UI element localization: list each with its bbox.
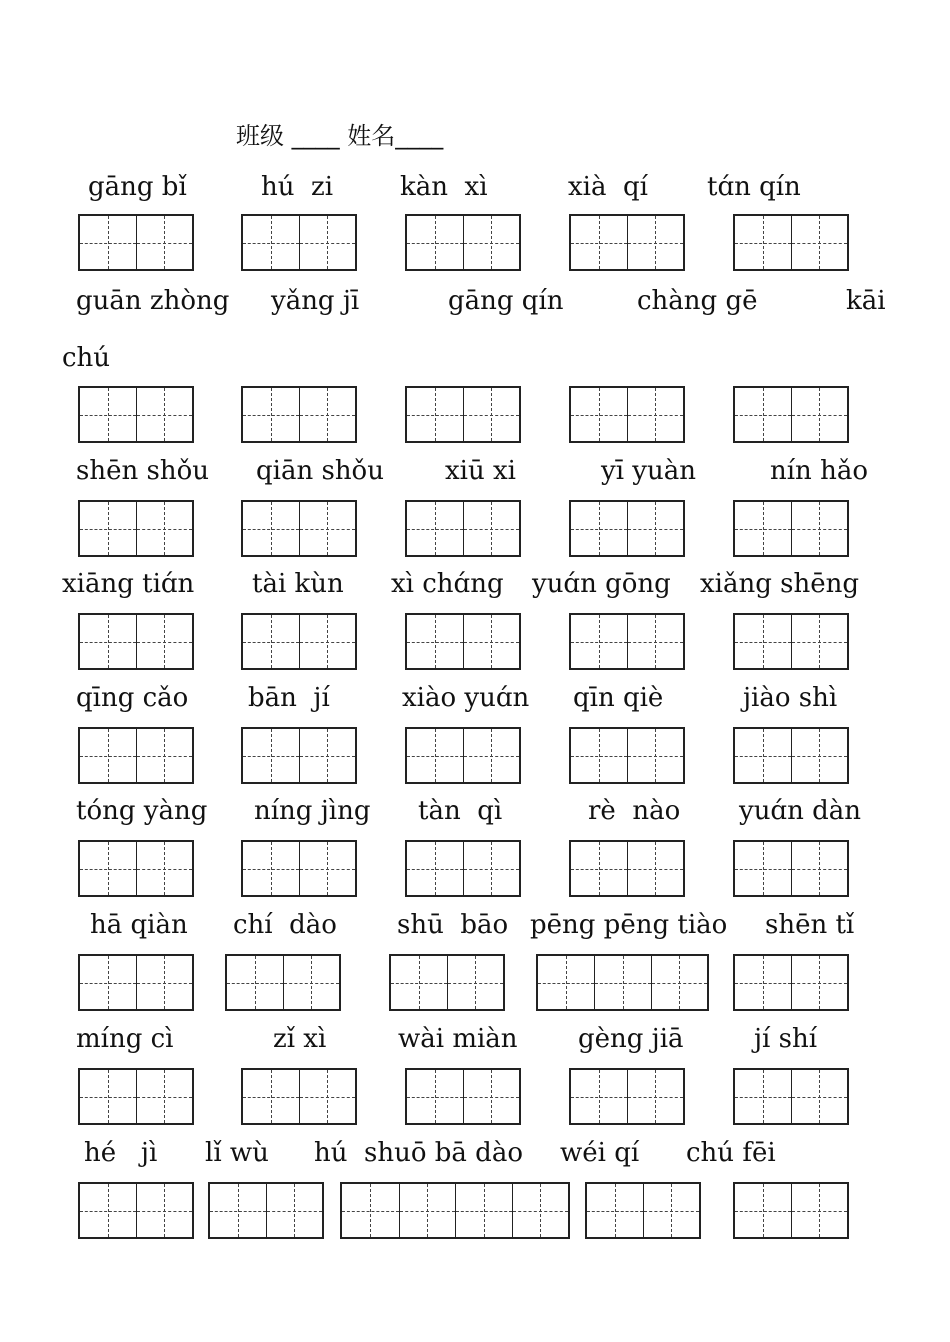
writing-grid[interactable]	[536, 954, 709, 1011]
pinyin-label: xiào yuɑ́n	[402, 683, 530, 713]
writing-grid[interactable]	[569, 840, 685, 897]
pinyin-label: níng jìng	[254, 796, 371, 826]
writing-grid[interactable]	[241, 214, 357, 271]
grid-cell[interactable]	[299, 842, 355, 895]
worksheet: 班级 ____ 姓名____ gāng bǐ hú zi kàn xì xià qí tɑ́n qín guān zhòng yǎng jī gāng qín chàng gē kāi chú shēn shǒu qiān shǒu xiū xi yī yuàn nín hǎo xiāng tiɑ́n tài kùn xì chɑ́ng yuɑ́n gōng xiǎng shēng qīng cǎo bān jí xiào yuɑ́n qīn qiè jiào shì tóng yàng níng jìng tàn qì rè nào yuɑ́n dàn hā qiàn chí dào shū bāo pēng pēng tiào shēn tǐ míng cì zǐ xì wài miàn gèng jiā jí shí hé jì lǐ wù hú shuō bā dào wéi qí chú fēi	[0, 0, 950, 1342]
writing-grid[interactable]	[569, 727, 685, 784]
pinyin-label: jiào shì	[743, 683, 838, 713]
grid-cell[interactable]	[735, 1070, 791, 1123]
grid-cell[interactable]	[136, 615, 192, 668]
grid-cell[interactable]	[627, 842, 683, 895]
writing-grid[interactable]	[733, 1182, 849, 1239]
writing-grid[interactable]	[733, 840, 849, 897]
writing-grid[interactable]	[78, 214, 194, 271]
grid-cell[interactable]	[791, 1070, 847, 1123]
writing-grid[interactable]	[225, 954, 341, 1011]
pinyin-label: tài kùn	[252, 569, 344, 599]
writing-grid[interactable]	[585, 1182, 701, 1239]
pinyin-label: hú shuō bā dào	[314, 1138, 523, 1168]
grid-cell[interactable]	[243, 842, 299, 895]
writing-grid[interactable]	[78, 386, 194, 443]
grid-cell[interactable]	[407, 502, 463, 555]
writing-grid[interactable]	[733, 1068, 849, 1125]
grid-cell[interactable]	[735, 502, 791, 555]
grid-cell[interactable]	[587, 1184, 643, 1237]
pinyin-label: hé jì	[84, 1138, 158, 1168]
grid-cell[interactable]	[299, 388, 355, 441]
grid-cell[interactable]	[735, 1184, 791, 1237]
grid-cell[interactable]	[463, 842, 519, 895]
pinyin-label: yuɑ́n gōng	[532, 569, 671, 599]
pinyin-label: zǐ xì	[273, 1024, 327, 1054]
grid-cell[interactable]	[80, 388, 136, 441]
writing-grid[interactable]	[569, 500, 685, 557]
grid-cell[interactable]	[735, 615, 791, 668]
grid-cell[interactable]	[136, 1070, 192, 1123]
writing-grid[interactable]	[78, 1068, 194, 1125]
pinyin-label: xià qí	[568, 172, 648, 202]
grid-cell[interactable]	[571, 216, 627, 269]
grid-cell[interactable]	[80, 1070, 136, 1123]
writing-grid[interactable]	[241, 840, 357, 897]
writing-grid[interactable]	[78, 613, 194, 670]
grid-cell[interactable]	[791, 388, 847, 441]
pinyin-label: xì chɑ́ng	[391, 569, 504, 599]
pinyin-label: wéi qí	[560, 1138, 640, 1168]
writing-grid[interactable]	[405, 214, 521, 271]
grid-cell[interactable]	[791, 502, 847, 555]
writing-grid[interactable]	[241, 386, 357, 443]
grid-cell[interactable]	[791, 842, 847, 895]
pinyin-label: qiān shǒu	[256, 456, 384, 486]
writing-grid[interactable]	[78, 954, 194, 1011]
pinyin-label: chàng gē	[637, 286, 758, 316]
grid-cell[interactable]	[791, 615, 847, 668]
pinyin-label: gāng qín	[448, 286, 564, 316]
writing-grid[interactable]	[733, 386, 849, 443]
writing-grid[interactable]	[405, 386, 521, 443]
grid-cell[interactable]	[80, 502, 136, 555]
writing-grid[interactable]	[569, 214, 685, 271]
pinyin-label: pēng pēng tiào	[530, 910, 728, 940]
grid-cell[interactable]	[791, 1184, 847, 1237]
grid-cell[interactable]	[571, 1070, 627, 1123]
grid-cell[interactable]	[80, 729, 136, 782]
grid-cell[interactable]	[80, 615, 136, 668]
grid-cell[interactable]	[735, 956, 791, 1009]
writing-grid[interactable]	[405, 500, 521, 557]
grid-cell[interactable]	[463, 502, 519, 555]
grid-cell[interactable]	[299, 502, 355, 555]
writing-grid[interactable]	[78, 727, 194, 784]
grid-cell[interactable]	[538, 956, 594, 1009]
grid-cell[interactable]	[243, 388, 299, 441]
pinyin-label: jí shí	[754, 1024, 818, 1054]
grid-cell[interactable]	[735, 216, 791, 269]
grid-cell[interactable]	[299, 615, 355, 668]
pinyin-label: kàn xì	[400, 172, 488, 202]
pinyin-label: yuɑ́n dàn	[739, 796, 861, 826]
pinyin-label: xiū xi	[445, 456, 516, 486]
pinyin-label: chí dào	[233, 910, 337, 940]
grid-cell[interactable]	[243, 729, 299, 782]
grid-cell[interactable]	[571, 615, 627, 668]
grid-cell[interactable]	[136, 729, 192, 782]
pinyin-label: yī yuàn	[601, 456, 696, 486]
header-name-class-line: 班级 ____ 姓名____	[236, 122, 444, 150]
grid-cell[interactable]	[735, 388, 791, 441]
pinyin-label: yǎng jī	[271, 286, 360, 316]
grid-cell[interactable]	[571, 388, 627, 441]
pinyin-label: tàn qì	[418, 796, 503, 826]
grid-cell[interactable]	[627, 388, 683, 441]
grid-cell[interactable]	[463, 1070, 519, 1123]
grid-cell[interactable]	[243, 216, 299, 269]
writing-grid[interactable]	[78, 500, 194, 557]
writing-grid[interactable]	[733, 954, 849, 1011]
grid-cell[interactable]	[136, 216, 192, 269]
grid-cell[interactable]	[735, 842, 791, 895]
grid-cell[interactable]	[136, 956, 192, 1009]
grid-cell[interactable]	[391, 956, 447, 1009]
grid-cell[interactable]	[791, 956, 847, 1009]
pinyin-label: xiǎng shēng	[700, 569, 859, 599]
grid-cell[interactable]	[791, 216, 847, 269]
grid-cell[interactable]	[210, 1184, 266, 1237]
grid-cell[interactable]	[342, 1184, 399, 1237]
grid-cell[interactable]	[407, 216, 463, 269]
pinyin-label: nín hǎo	[770, 456, 868, 486]
grid-cell[interactable]	[80, 842, 136, 895]
pinyin-label: gāng bǐ	[88, 172, 187, 202]
pinyin-label: shū bāo	[397, 910, 509, 940]
writing-grid[interactable]	[78, 840, 194, 897]
grid-cell[interactable]	[399, 1184, 456, 1237]
grid-cell[interactable]	[136, 1184, 192, 1237]
writing-grid[interactable]	[405, 727, 521, 784]
grid-cell[interactable]	[80, 956, 136, 1009]
pinyin-label: wài miàn	[398, 1024, 518, 1054]
grid-cell[interactable]	[80, 1184, 136, 1237]
pinyin-label: rè nào	[588, 796, 681, 826]
writing-grid[interactable]	[389, 954, 505, 1011]
writing-grid[interactable]	[733, 613, 849, 670]
grid-cell[interactable]	[407, 1070, 463, 1123]
writing-grid[interactable]	[733, 727, 849, 784]
grid-cell[interactable]	[571, 729, 627, 782]
pinyin-label: tɑ́n qín	[707, 172, 801, 202]
grid-cell[interactable]	[243, 502, 299, 555]
writing-grid[interactable]	[241, 1068, 357, 1125]
grid-cell[interactable]	[463, 388, 519, 441]
grid-cell[interactable]	[243, 1070, 299, 1123]
grid-cell[interactable]	[791, 729, 847, 782]
writing-grid[interactable]	[733, 500, 849, 557]
pinyin-label: tóng yàng	[76, 796, 208, 826]
writing-grid[interactable]	[241, 613, 357, 670]
writing-grid[interactable]	[78, 1182, 194, 1239]
pinyin-label: shēn shǒu	[76, 456, 209, 486]
grid-cell[interactable]	[627, 729, 683, 782]
grid-cell[interactable]	[463, 729, 519, 782]
pinyin-label: bān jí	[248, 683, 330, 713]
pinyin-label: xiāng tiɑ́n	[62, 569, 195, 599]
writing-grid[interactable]	[241, 727, 357, 784]
pinyin-label: guān zhòng	[76, 286, 230, 316]
pinyin-label: qīn qiè	[573, 683, 664, 713]
grid-cell[interactable]	[80, 216, 136, 269]
grid-cell[interactable]	[299, 729, 355, 782]
grid-cell[interactable]	[136, 388, 192, 441]
grid-cell[interactable]	[571, 502, 627, 555]
writing-grid[interactable]	[569, 386, 685, 443]
grid-cell[interactable]	[407, 842, 463, 895]
pinyin-label: shēn tǐ	[765, 910, 855, 940]
grid-cell[interactable]	[227, 956, 283, 1009]
grid-cell[interactable]	[407, 388, 463, 441]
writing-grid[interactable]	[569, 1068, 685, 1125]
grid-cell[interactable]	[447, 956, 503, 1009]
pinyin-label: míng cì	[76, 1024, 174, 1054]
pinyin-label: qīng cǎo	[76, 683, 189, 713]
pinyin-label: hú zi	[261, 172, 334, 202]
grid-cell[interactable]	[571, 842, 627, 895]
grid-cell[interactable]	[594, 956, 650, 1009]
writing-grid[interactable]	[405, 613, 521, 670]
writing-grid[interactable]	[569, 613, 685, 670]
pinyin-label: chú fēi	[686, 1138, 776, 1168]
writing-grid[interactable]	[733, 214, 849, 271]
grid-cell[interactable]	[463, 615, 519, 668]
grid-cell[interactable]	[651, 956, 707, 1009]
grid-cell[interactable]	[627, 216, 683, 269]
grid-cell[interactable]	[283, 956, 339, 1009]
grid-cell[interactable]	[627, 615, 683, 668]
pinyin-label: hā qiàn	[90, 910, 188, 940]
grid-cell[interactable]	[627, 502, 683, 555]
writing-grid[interactable]	[405, 1068, 521, 1125]
grid-cell[interactable]	[136, 502, 192, 555]
grid-cell[interactable]	[266, 1184, 322, 1237]
grid-cell[interactable]	[463, 216, 519, 269]
pinyin-label: lǐ wù	[205, 1138, 269, 1168]
writing-grid[interactable]	[340, 1182, 570, 1239]
writing-grid[interactable]	[405, 840, 521, 897]
grid-cell[interactable]	[299, 1070, 355, 1123]
writing-grid[interactable]	[208, 1182, 324, 1239]
grid-cell[interactable]	[243, 615, 299, 668]
grid-cell[interactable]	[407, 729, 463, 782]
grid-cell[interactable]	[627, 1070, 683, 1123]
grid-cell[interactable]	[136, 842, 192, 895]
writing-grid[interactable]	[241, 500, 357, 557]
grid-cell[interactable]	[643, 1184, 699, 1237]
grid-cell[interactable]	[407, 615, 463, 668]
grid-cell[interactable]	[735, 729, 791, 782]
pinyin-label: gèng jiā	[578, 1024, 684, 1054]
grid-cell[interactable]	[512, 1184, 569, 1237]
grid-cell[interactable]	[299, 216, 355, 269]
grid-cell[interactable]	[455, 1184, 512, 1237]
